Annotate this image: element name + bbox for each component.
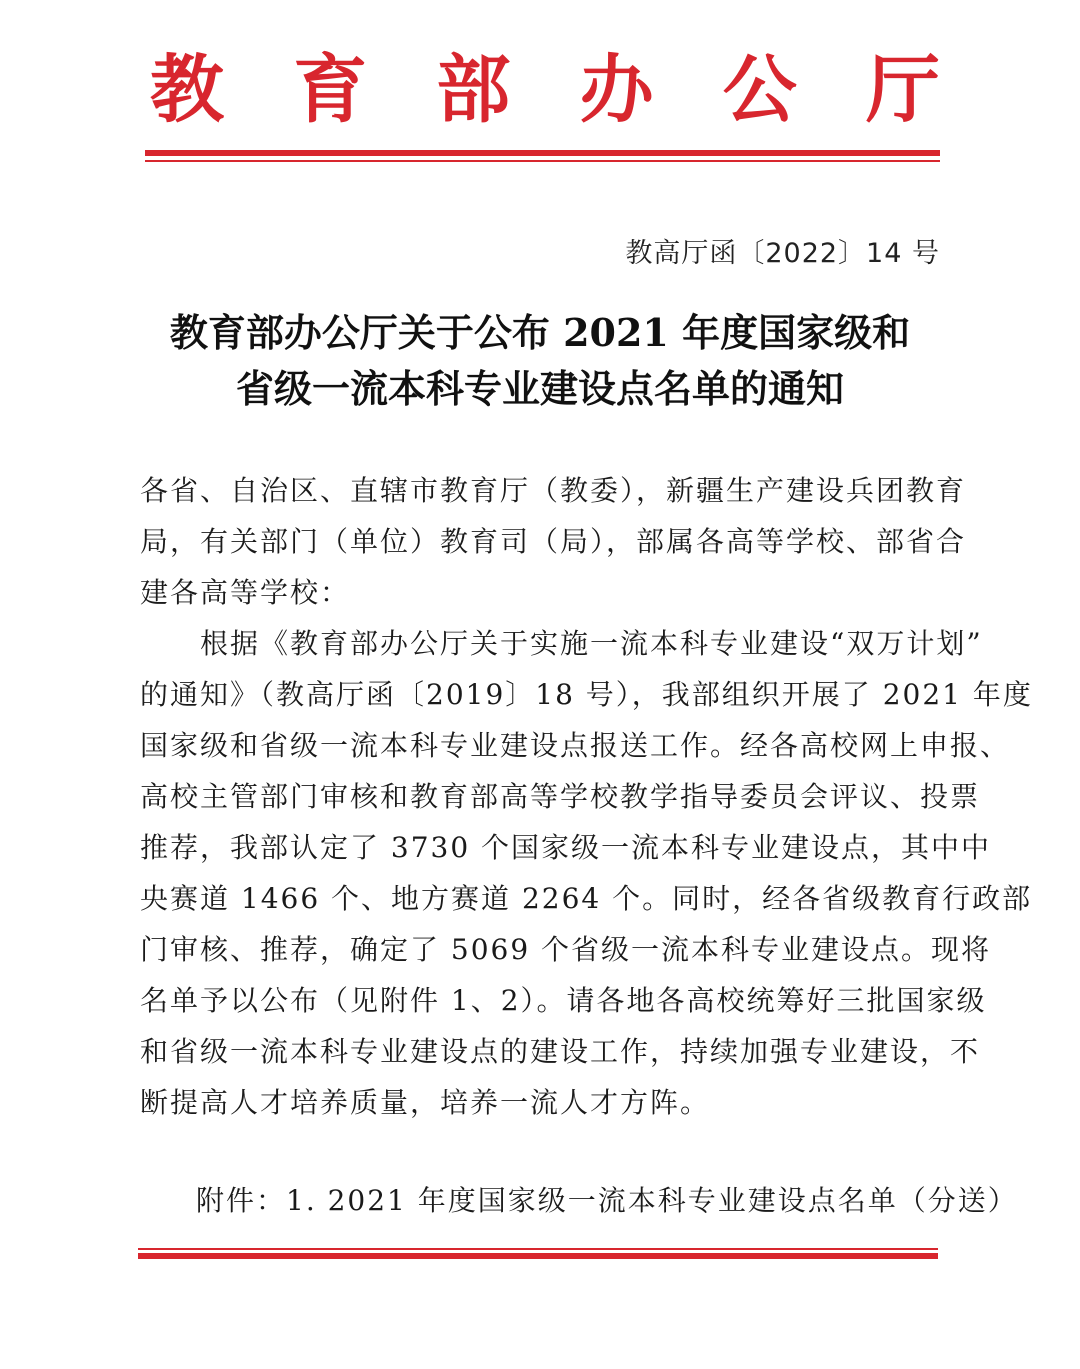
attachment-note: 附件：1. 2021 年度国家级一流本科专业建设点名单（分送） (196, 1184, 1018, 1217)
masthead-char: 教 (150, 47, 224, 133)
divider-thick-line (138, 1253, 938, 1259)
masthead-title (150, 40, 940, 140)
divider-thin-line (145, 160, 940, 162)
masthead-char: 育 (293, 47, 368, 133)
body-line: 名单予以公布（见附件 1、2）。请各地各高校统筹好三批国家级 (140, 984, 987, 1017)
divider-thin-line (138, 1248, 938, 1250)
masthead-char: 公 (722, 47, 797, 133)
document-title (140, 305, 940, 417)
masthead-char: 厅 (865, 47, 940, 133)
title-line-1: 教育部办公厅关于公布 2021 年度国家级和 (169, 310, 911, 355)
body-line: 国家级和省级一流本科专业建设点报送工作。经各高校网上申报、 (140, 729, 1011, 762)
body-line: 推荐，我部认定了 3730 个国家级一流本科专业建设点，其中中 (140, 831, 992, 864)
masthead-char: 部 (436, 47, 511, 133)
body-line: 根据《教育部办公厅关于实施一流本科专业建设“双万计划” (140, 627, 983, 660)
body-line: 局，有关部门（单位）教育司（局），部属各高等学校、部省合 (140, 525, 967, 558)
document-body (140, 465, 1033, 1128)
body-line: 的通知》（教高厅函〔2019〕18 号），我部组织开展了 2021 年度 (140, 678, 1033, 711)
body-line: 各省、自治区、直辖市教育厅（教委），新疆生产建设兵团教育 (140, 474, 967, 507)
body-line: 央赛道 1466 个、地方赛道 2264 个。同时，经各省级教育行政部 (140, 882, 1033, 915)
body-line: 高校主管部门审核和教育部高等学校教学指导委员会评议、投票 (140, 780, 981, 813)
footer-red-divider (138, 1248, 938, 1262)
title-line-2: 省级一流本科专业建设点名单的通知 (235, 366, 844, 411)
masthead-red-divider (145, 150, 940, 164)
divider-thick-line (145, 150, 940, 156)
body-line: 门审核、推荐，确定了 5069 个省级一流本科专业建设点。现将 (140, 933, 992, 966)
document-number: 教高厅函〔2022〕14 号 (625, 238, 940, 269)
masthead-char: 办 (579, 47, 654, 133)
body-line: 和省级一流本科专业建设点的建设工作，持续加强专业建设，不 (140, 1035, 981, 1068)
body-line: 建各高等学校： (140, 576, 351, 609)
body-line: 断提高人才培养质量，培养一流人才方阵。 (140, 1086, 711, 1119)
